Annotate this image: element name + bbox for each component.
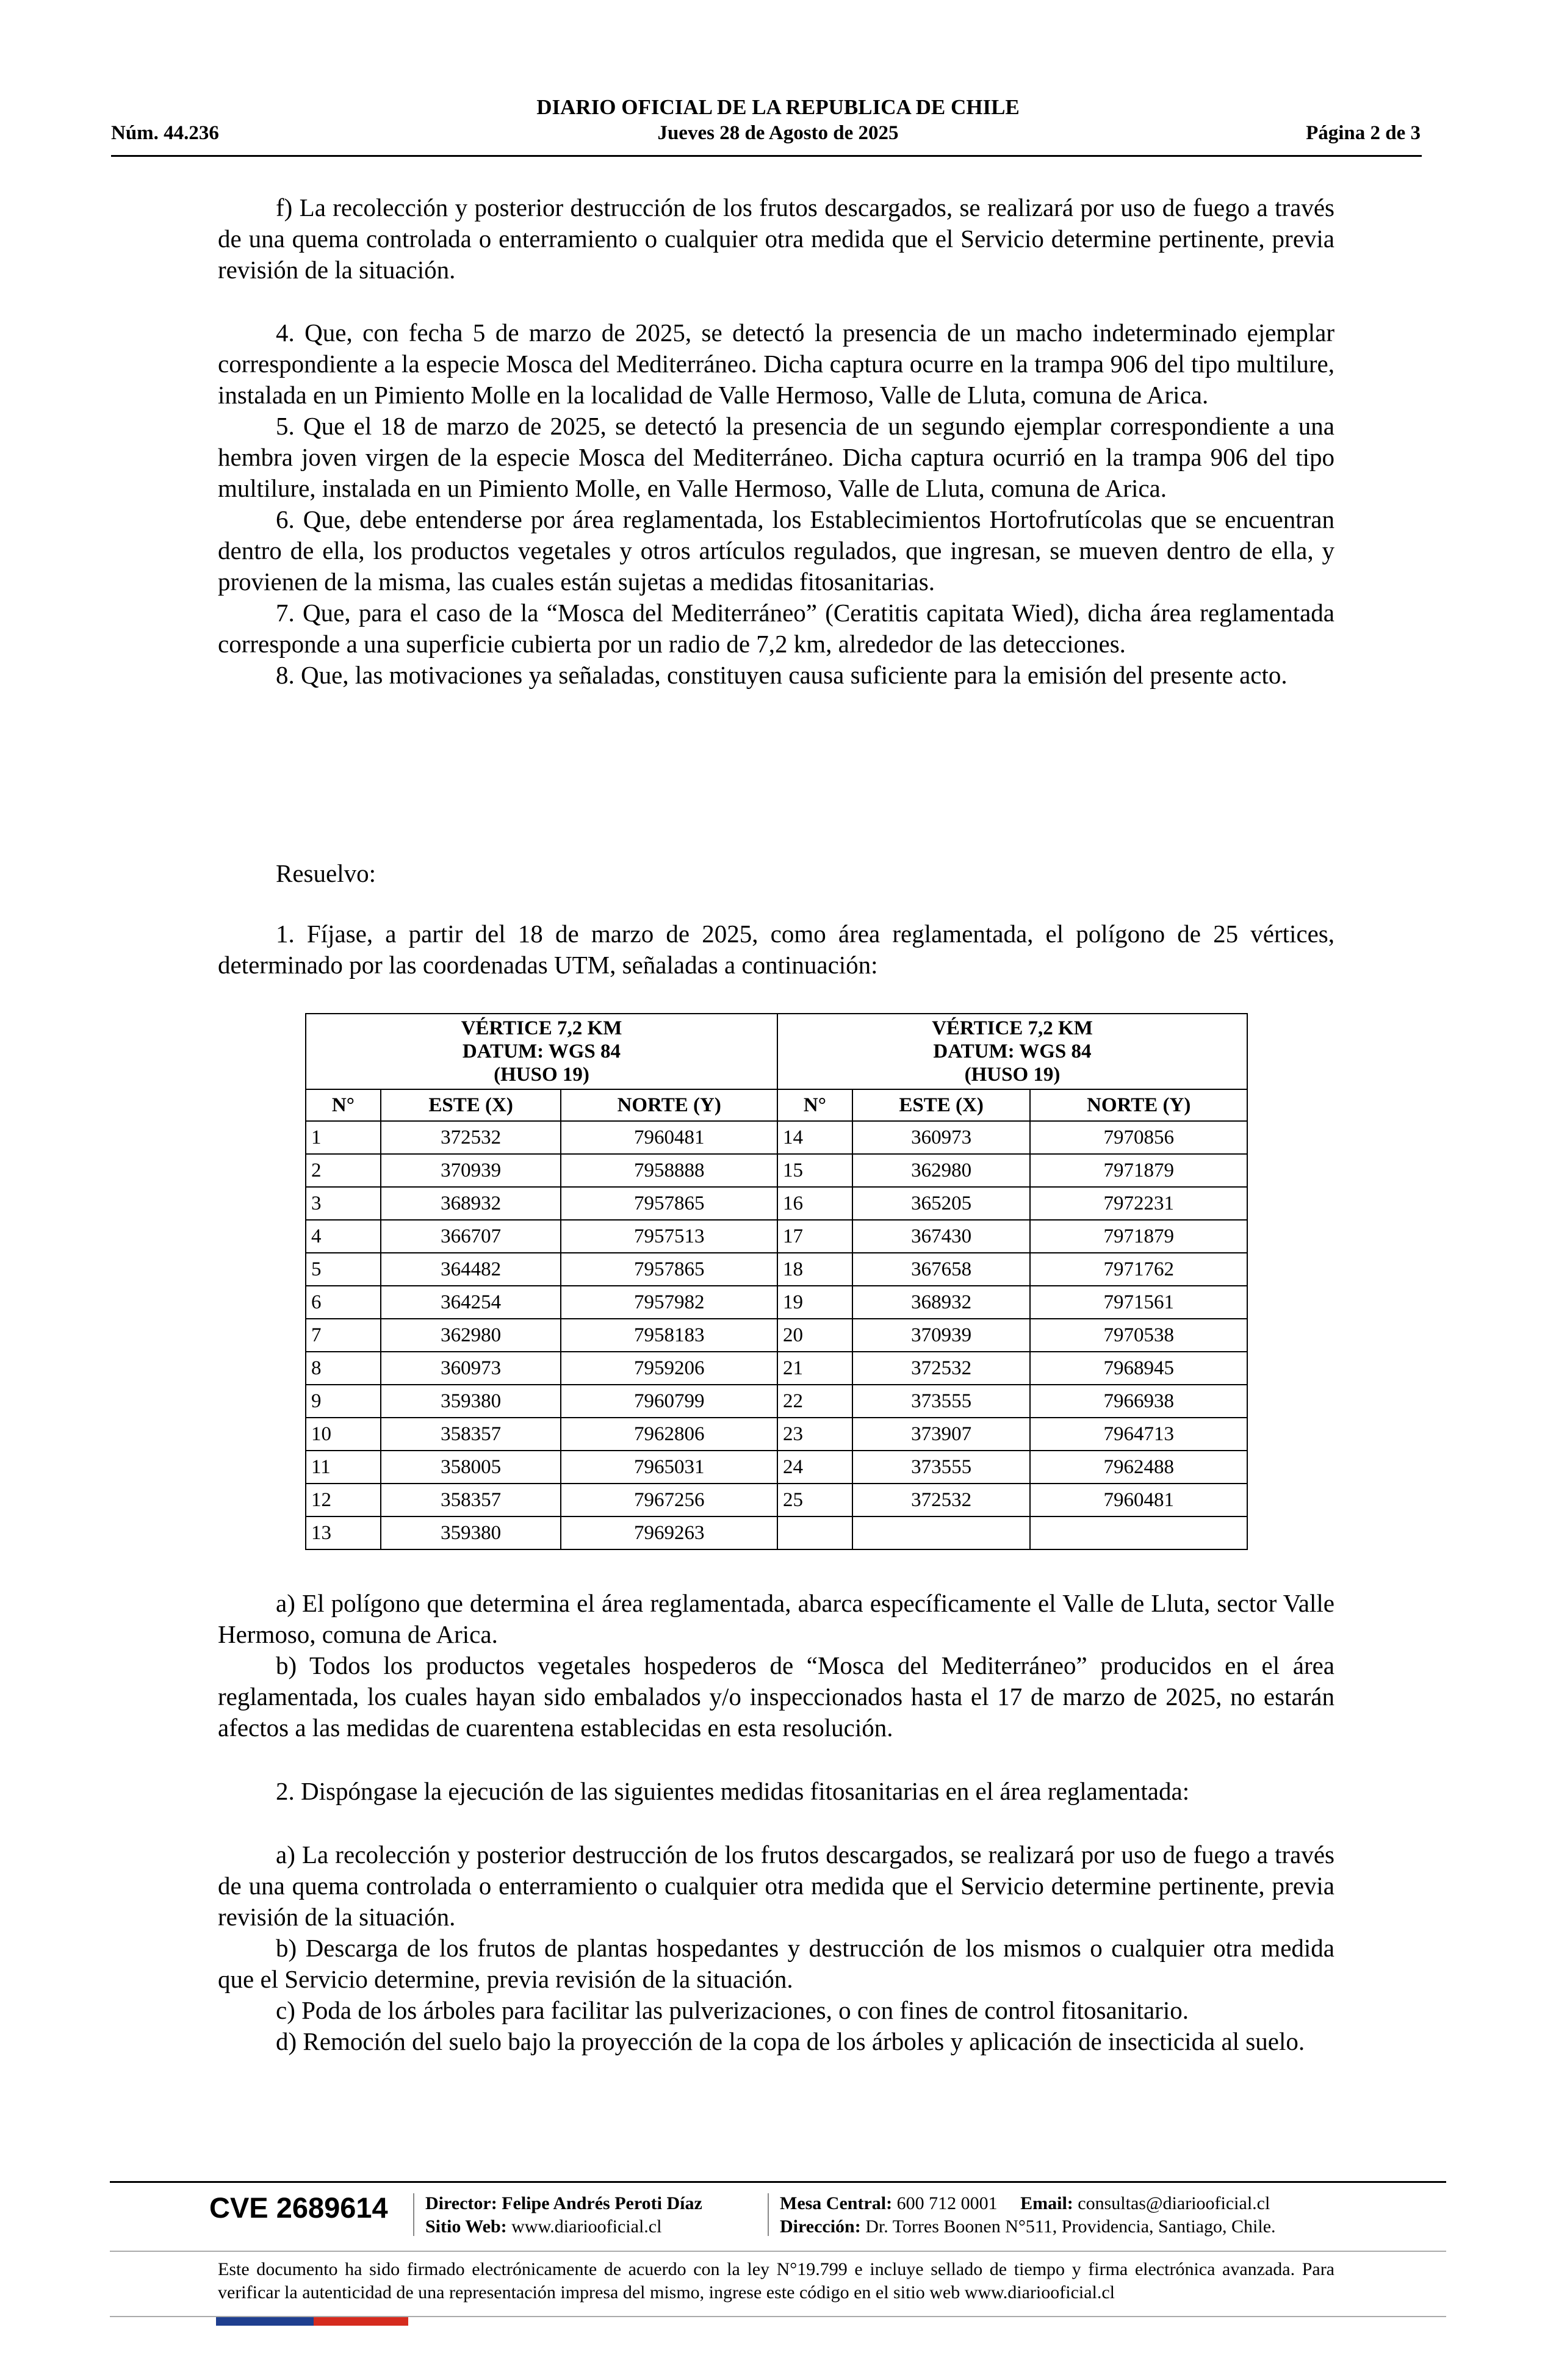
director-label: Director: (425, 2193, 497, 2213)
table-row (306, 1253, 1247, 1286)
cell-norte: 7971879 (1030, 1220, 1247, 1253)
contact-line (780, 2192, 1276, 2215)
cell-n: 9 (306, 1385, 381, 1418)
cell-este: 364482 (381, 1253, 561, 1286)
cell-n: 20 (777, 1319, 852, 1352)
cell-este: 365205 (852, 1187, 1031, 1220)
cell-n: 19 (777, 1286, 852, 1319)
cell-norte: 7967256 (561, 1484, 777, 1516)
cell-norte: 7969263 (561, 1516, 777, 1549)
address-label: Dirección: (780, 2216, 861, 2237)
cell-norte: 7971879 (1030, 1154, 1247, 1187)
cell-norte: 7962488 (1030, 1451, 1247, 1484)
table-row (306, 1484, 1247, 1516)
cell-este: 358357 (381, 1484, 561, 1516)
cell-n: 1 (306, 1121, 381, 1154)
cell-n: 6 (306, 1286, 381, 1319)
datum-label: DATUM: WGS 84 (933, 1040, 1092, 1062)
cell-este: 373907 (852, 1418, 1031, 1451)
cell-norte: 7958888 (561, 1154, 777, 1187)
huso-label: (HUSO 19) (494, 1064, 589, 1086)
column-header-este: ESTE (X) (852, 1089, 1031, 1121)
footer-contact-block (780, 2192, 1276, 2238)
measure-d: d) Remoción del suelo bajo la proyección de la copa de los árboles y aplicación de insecticida al suelo. (276, 2027, 1305, 2055)
cell-este: 359380 (381, 1516, 561, 1549)
cell-este: 370939 (381, 1154, 561, 1187)
datum-label: DATUM: WGS 84 (462, 1040, 621, 1062)
cell-este: 362980 (381, 1319, 561, 1352)
measure-c: c) Poda de los árboles para facilitar las pulverizaciones, o con fines de control fitosanitario. (276, 1996, 1189, 2024)
cell-norte: 7966938 (1030, 1385, 1247, 1418)
cell-n: 10 (306, 1418, 381, 1451)
mesa-label: Mesa Central: (780, 2193, 893, 2213)
resolution-1a: a) El polígono que determina el área reglamentada, abarca específicamente el Valle de Lluta, sector Valle Hermoso, comuna de Arica. (218, 1589, 1334, 1648)
vertex-title: VÉRTICE 7,2 KM (932, 1017, 1093, 1039)
body-block-2 (218, 317, 1334, 691)
table-row (306, 1352, 1247, 1385)
website-line (425, 2215, 702, 2238)
cell-n: 13 (306, 1516, 381, 1549)
cell-n: 18 (777, 1253, 852, 1286)
cell-n: 5 (306, 1253, 381, 1286)
table-group-header-left (306, 1014, 777, 1089)
cell-n: 11 (306, 1451, 381, 1484)
cell-norte: 7968945 (1030, 1352, 1247, 1385)
paragraph-6: 6. Que, debe entenderse por área reglamentada, los Establecimientos Hortofrutícolas que se encuentran dentro de ella, los productos vegetales y otros artículos regulados, que ingresan, se mueven dentro de ella, y provienen de la misma, las cuales están sujetas a medidas fitosanitarias. (218, 505, 1334, 596)
cell-n (777, 1516, 852, 1549)
cell-este: 358357 (381, 1418, 561, 1451)
cell-n: 4 (306, 1220, 381, 1253)
cell-este: 373555 (852, 1451, 1031, 1484)
cell-n: 21 (777, 1352, 852, 1385)
table-row (306, 1516, 1247, 1549)
measure-a: a) La recolección y posterior destrucción de los frutos descargados, se realizará por uso de fuego a través de una quema controlada o enterramiento o cualquier otra medida que el Servicio determine pertinente, previa revisión de la situación. (218, 1841, 1334, 1931)
footer-separator (413, 2193, 414, 2236)
cell-norte: 7970538 (1030, 1319, 1247, 1352)
paragraph-7: 7. Que, para el caso de la “Mosca del Mediterráneo” (Ceratitis capitata Wied), dicha área reglamentada corresponde a una superficie cubierta por un radio de 7,2 km, alrededor de las detecciones. (218, 599, 1334, 658)
cell-n: 17 (777, 1220, 852, 1253)
address-line (780, 2215, 1276, 2238)
electronic-signature-note: Este documento ha sido firmado electrónicamente de acuerdo con la ley N°19.799 e incluye sellado de tiempo y firma electrónica avanzada. Para verificar la autenticidad de una representación impresa del mismo, ingrese este código en el sitio web www.diariooficial.cl (218, 2259, 1334, 2302)
website-link[interactable]: www.diariooficial.cl (511, 2216, 662, 2237)
cell-norte: 7962806 (561, 1418, 777, 1451)
body-block-6 (218, 1776, 1334, 1807)
cell-n: 7 (306, 1319, 381, 1352)
table-body (306, 1121, 1247, 1549)
cell-este: 366707 (381, 1220, 561, 1253)
mesa-phone: 600 712 0001 (896, 2193, 998, 2213)
table-row (306, 1121, 1247, 1154)
table-row (306, 1286, 1247, 1319)
table-row (306, 1385, 1247, 1418)
paragraph-4: 4. Que, con fecha 5 de marzo de 2025, se detectó la presencia de un macho indeterminado ejemplar correspondiente a la especie Mosca del Mediterráneo. Dicha captura ocurre en la trampa 906 del tipo multilure, instalada en un Pimiento Molle en la localidad de Valle Hermoso, Valle de Lluta, comuna de Arica. (218, 319, 1334, 409)
cell-norte: 7972231 (1030, 1187, 1247, 1220)
table-row (306, 1187, 1247, 1220)
cell-norte: 7957513 (561, 1220, 777, 1253)
utm-coordinates-table (305, 1013, 1248, 1550)
resuelvo-heading: Resuelvo: (276, 859, 376, 887)
cell-n: 24 (777, 1451, 852, 1484)
cell-este: 360973 (381, 1352, 561, 1385)
cell-este: 372532 (381, 1121, 561, 1154)
table-row (306, 1418, 1247, 1451)
page-indicator: Página 2 de 3 (1306, 122, 1421, 144)
cell-este: 367658 (852, 1253, 1031, 1286)
paragraph-8: 8. Que, las motivaciones ya señaladas, constituyen causa suficiente para la emisión del presente acto. (276, 661, 1288, 689)
website-label: Sitio Web: (425, 2216, 507, 2237)
cell-norte: 7960481 (1030, 1484, 1247, 1516)
table-row (306, 1451, 1247, 1484)
cell-norte: 7965031 (561, 1451, 777, 1484)
huso-label: (HUSO 19) (964, 1064, 1061, 1086)
footer-director-block (425, 2192, 702, 2238)
cell-n: 2 (306, 1154, 381, 1187)
footer-divider-mid (110, 2251, 1446, 2252)
cell-este: 372532 (852, 1484, 1031, 1516)
table-row (306, 1319, 1247, 1352)
header-divider (111, 155, 1422, 157)
cell-norte: 7971762 (1030, 1253, 1247, 1286)
body-block-3 (218, 858, 1334, 889)
cell-norte: 7957865 (561, 1253, 777, 1286)
cell-n: 12 (306, 1484, 381, 1516)
vertex-title: VÉRTICE 7,2 KM (461, 1017, 622, 1039)
director-line (425, 2192, 702, 2215)
table-row (306, 1220, 1247, 1253)
column-header-norte: NORTE (Y) (1030, 1089, 1247, 1121)
cell-este: 368932 (381, 1187, 561, 1220)
cell-n: 3 (306, 1187, 381, 1220)
cell-este: 368932 (852, 1286, 1031, 1319)
column-header-norte: NORTE (Y) (561, 1089, 777, 1121)
director-name: Felipe Andrés Peroti Díaz (502, 2193, 702, 2213)
footer-separator (768, 2193, 769, 2236)
cell-n: 8 (306, 1352, 381, 1385)
cell-este: 359380 (381, 1385, 561, 1418)
cell-norte: 7971561 (1030, 1286, 1247, 1319)
cell-norte: 7970856 (1030, 1121, 1247, 1154)
table-row (306, 1154, 1247, 1187)
cell-este: 360973 (852, 1121, 1031, 1154)
cell-este: 358005 (381, 1451, 561, 1484)
cell-norte: 7960481 (561, 1121, 777, 1154)
cell-este: 372532 (852, 1352, 1031, 1385)
cell-este (852, 1516, 1031, 1549)
flag-stripe-red (314, 2317, 408, 2326)
resolution-2: 2. Dispóngase la ejecución de las siguientes medidas fitosanitarias en el área reglamentada: (276, 1777, 1190, 1805)
footer-divider-top (110, 2181, 1446, 2183)
body-block-1 (218, 192, 1334, 286)
paragraph-f: f) La recolección y posterior destrucción de los frutos descargados, se realizará por uso de fuego a través de una quema controlada o enterramiento o cualquier otra medida que el Servicio determine pertinente, previa revisión de la situación. (218, 193, 1334, 284)
flag-stripe-blue (216, 2317, 314, 2326)
newspaper-title: DIARIO OFICIAL DE LA REPUBLICA DE CHILE (536, 95, 1020, 119)
cell-norte: 7959206 (561, 1352, 777, 1385)
table-group-header-right (777, 1014, 1247, 1089)
cell-n: 22 (777, 1385, 852, 1418)
resolution-1: 1. Fíjase, a partir del 18 de marzo de 2025, como área reglamentada, el polígono de 25 vértices, determinado por las coordenadas UTM, señaladas a continuación: (218, 920, 1334, 979)
measure-b: b) Descarga de los frutos de plantas hospedantes y destrucción de los mismos o cualquier otra medida que el Servicio determine, previa revisión de la situación. (218, 1934, 1334, 1993)
cell-este: 370939 (852, 1319, 1031, 1352)
column-header-este: ESTE (X) (381, 1089, 561, 1121)
cell-n: 16 (777, 1187, 852, 1220)
issue-date: Jueves 28 de Agosto de 2025 (657, 122, 899, 144)
column-header-n: N° (777, 1089, 852, 1121)
cell-norte: 7957865 (561, 1187, 777, 1220)
column-header-n: N° (306, 1089, 381, 1121)
cell-este: 364254 (381, 1286, 561, 1319)
body-block-4 (218, 918, 1334, 981)
email-label: Email: (1020, 2193, 1073, 2213)
cell-n: 23 (777, 1418, 852, 1451)
cell-norte: 7958183 (561, 1319, 777, 1352)
body-block-5 (218, 1588, 1334, 1744)
address-text: Dr. Torres Boonen N°511, Providencia, Santiago, Chile. (865, 2216, 1276, 2237)
email-link[interactable]: consultas@diariooficial.cl (1078, 2193, 1270, 2213)
cell-este: 362980 (852, 1154, 1031, 1187)
cell-norte: 7960799 (561, 1385, 777, 1418)
cve-code: CVE 2689614 (209, 2191, 388, 2224)
issue-number: Núm. 44.236 (111, 122, 219, 144)
cell-n: 14 (777, 1121, 852, 1154)
cell-n: 15 (777, 1154, 852, 1187)
resolution-1b: b) Todos los productos vegetales hospederos de “Mosca del Mediterráneo” producidos en el área reglamentada, los cuales hayan sido embalados y/o inspeccionados hasta el 17 de marzo de 2025, no estarán afectos a las medidas de cuarentena establecidas en esta resolución. (218, 1651, 1334, 1742)
cell-n: 25 (777, 1484, 852, 1516)
cell-este: 373555 (852, 1385, 1031, 1418)
cell-norte (1030, 1516, 1247, 1549)
cell-norte: 7957982 (561, 1286, 777, 1319)
paragraph-5: 5. Que el 18 de marzo de 2025, se detectó la presencia de un segundo ejemplar correspondiente a una hembra joven virgen de la especie Mosca del Mediterráneo. Dicha captura ocurrió en la trampa 906 del tipo multilure, instalada en un Pimiento Molle, en Valle Hermoso, Valle de Lluta, comuna de Arica. (218, 412, 1334, 502)
body-block-7 (218, 1839, 1334, 2057)
cell-este: 367430 (852, 1220, 1031, 1253)
cell-norte: 7964713 (1030, 1418, 1247, 1451)
